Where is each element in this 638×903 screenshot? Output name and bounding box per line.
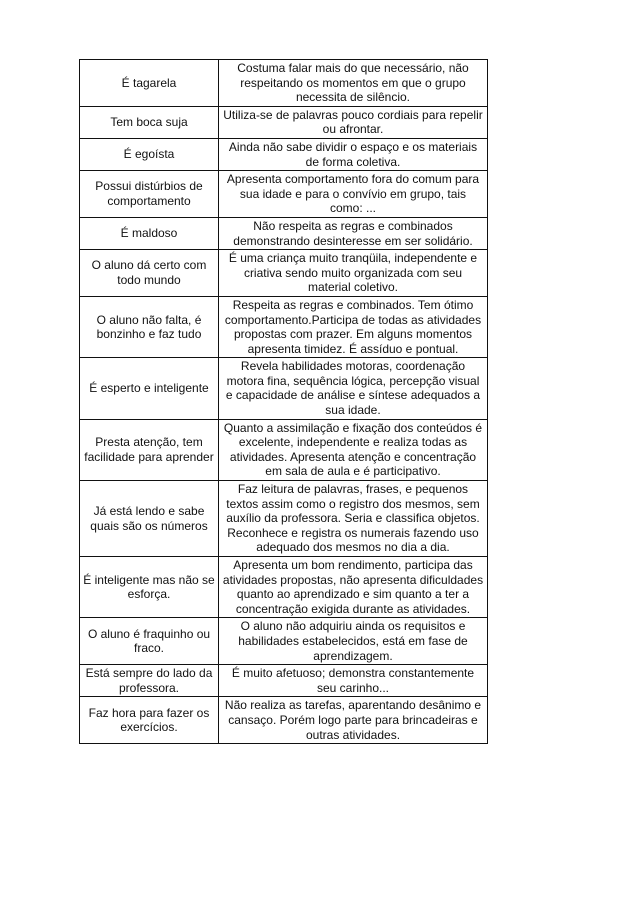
behavior-cell: É tagarela <box>80 60 219 107</box>
description-cell: Apresenta comportamento fora do comum para sua idade e para o convívio em grupo, tais como: ... <box>219 171 488 218</box>
table-row <box>80 217 488 249</box>
behavior-cell: Já está lendo e sabe quais são os números <box>80 481 219 557</box>
behavior-cell: O aluno dá certo com todo mundo <box>80 250 219 297</box>
behavior-cell: Tem boca suja <box>80 106 219 138</box>
table-row <box>80 358 488 419</box>
behavior-cell: Faz hora para fazer os exercícios. <box>80 697 219 744</box>
table-row <box>80 250 488 297</box>
table-row <box>80 481 488 557</box>
behavior-cell: Possui distúrbios de comportamento <box>80 171 219 218</box>
description-cell: Quanto a assimilação e fixação dos conteúdos é excelente, independente e realiza todas as atividades. Apresenta atenção e concentração em sala de aula e é participativo. <box>219 419 488 480</box>
description-cell: Revela habilidades motoras, coordenação motora fina, sequência lógica, percepção visual e capacidade de análise e síntese adequados a sua idade. <box>219 358 488 419</box>
description-cell: É muito afetuoso; demonstra constantemente seu carinho... <box>219 665 488 697</box>
table-row <box>80 665 488 697</box>
behavior-cell: Presta atenção, tem facilidade para aprender <box>80 419 219 480</box>
behavior-cell: É inteligente mas não se esforça. <box>80 557 219 618</box>
description-cell: É uma criança muito tranqüila, independente e criativa sendo muito organizada com seu material coletivo. <box>219 250 488 297</box>
behavior-description-table <box>79 59 488 744</box>
table-row <box>80 697 488 744</box>
table-row <box>80 557 488 618</box>
behavior-cell: Está sempre do lado da professora. <box>80 665 219 697</box>
table-row <box>80 171 488 218</box>
description-cell: Apresenta um bom rendimento, participa das atividades propostas, não apresenta dificuldades quanto ao aprendizado e sim quanto a ter a concentração exigida durante as atividades. <box>219 557 488 618</box>
behavior-cell: É egoísta <box>80 138 219 170</box>
table-row <box>80 296 488 357</box>
behavior-cell: É maldoso <box>80 217 219 249</box>
description-cell: Utiliza-se de palavras pouco cordiais para repelir ou afrontar. <box>219 106 488 138</box>
description-cell: Costuma falar mais do que necessário, não respeitando os momentos em que o grupo necessita de silêncio. <box>219 60 488 107</box>
behavior-cell: O aluno não falta, é bonzinho e faz tudo <box>80 296 219 357</box>
description-cell: Não respeita as regras e combinados demonstrando desinteresse em ser solidário. <box>219 217 488 249</box>
table-row <box>80 60 488 107</box>
description-cell: Faz leitura de palavras, frases, e pequenos textos assim como o registro dos mesmos, sem auxílio da professora. Seria e classifica objetos. Reconhece e registra os numerais fazendo uso adequado dos mesmos no dia a dia. <box>219 481 488 557</box>
description-cell: Ainda não sabe dividir o espaço e os materiais de forma coletiva. <box>219 138 488 170</box>
description-cell: O aluno não adquiriu ainda os requisitos e habilidades estabelecidos, está em fase de aprendizagem. <box>219 618 488 665</box>
table-row <box>80 618 488 665</box>
description-cell: Respeita as regras e combinados. Tem ótimo comportamento.Participa de todas as atividades propostas com prazer. Em alguns momentos apresenta timidez. É assíduo e pontual. <box>219 296 488 357</box>
description-cell: Não realiza as tarefas, aparentando desânimo e cansaço. Porém logo parte para brincadeiras e outras atividades. <box>219 697 488 744</box>
behavior-cell: É esperto e inteligente <box>80 358 219 419</box>
table-row <box>80 138 488 170</box>
table-row <box>80 106 488 138</box>
document-page <box>79 59 487 744</box>
behavior-cell: O aluno é fraquinho ou fraco. <box>80 618 219 665</box>
table-row <box>80 419 488 480</box>
